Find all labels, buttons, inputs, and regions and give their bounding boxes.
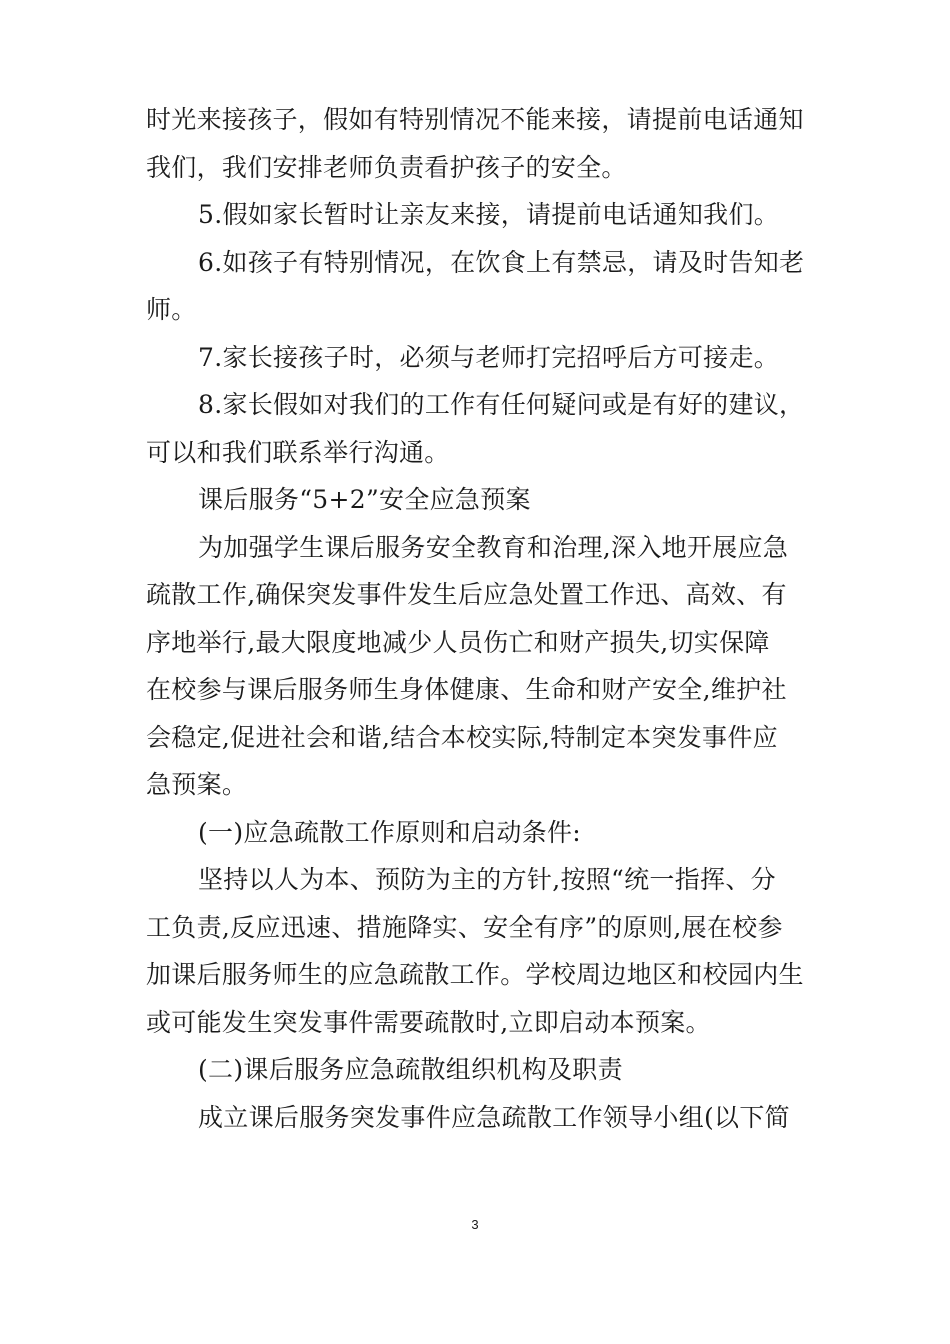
subsection-heading: (一)应急疏散工作原则和启动条件:: [198, 817, 582, 847]
section-heading: 课后服务“5+2”安全应急预案: [198, 485, 531, 514]
text-line: 加课后服务师生的应急疏散工作。学校周边地区和校园内生: [146, 960, 804, 989]
text-line: 时光来接孩子，假如有特别情况不能来接，请提前电话通知: [146, 105, 804, 134]
text-line: 序地举行,最大限度地减少人员伤亡和财产损失,切实保障: [146, 627, 770, 657]
page-number: 3: [471, 1217, 479, 1232]
text-line: 5.假如家长暂时让亲友来接，请提前电话通知我们。: [198, 200, 780, 229]
text-line: 工负责,反应迅速、措施降实、安全有序”的原则,展在校参: [146, 912, 783, 942]
text-line: 可以和我们联系举行沟通。: [146, 437, 450, 467]
document-body: [146, 96, 812, 1141]
text-line: 成立课后服务突发事件应急疏散工作领导小组(以下简: [198, 1102, 790, 1132]
text-line: 为加强学生课后服务安全教育和治理,深入地开展应急: [198, 532, 789, 562]
text-line: 会稳定,促进社会和谐,结合本校实际,特制定本突发事件应: [146, 722, 778, 752]
text-line: 在校参与课后服务师生身体健康、生命和财产安全,维护社: [146, 675, 787, 704]
text-line: 急预案。: [146, 770, 248, 799]
text-line: 8.家长假如对我们的工作有任何疑问或是有好的建议，: [198, 390, 805, 419]
text-line: 7.家长接孩子时，必须与老师打完招呼后方可接走。: [198, 342, 780, 372]
subsection-heading: (二)课后服务应急疏散组织机构及职责: [198, 1055, 623, 1084]
text-line: 或可能发生突发事件需要疏散时,立即启动本预案。: [146, 1007, 711, 1037]
text-line: 师。: [146, 295, 197, 324]
text-line: 6.如孩子有特别情况，在饮食上有禁忌，请及时告知老: [198, 247, 805, 277]
text-line: 坚持以人为本、预防为主的方针,按照“统一指挥、分: [198, 865, 776, 894]
text-line: 疏散工作,确保突发事件发生后应急处置工作迅、高效、有: [146, 580, 787, 609]
text-line: 我们，我们安排老师负责看护孩子的安全。: [146, 152, 627, 182]
